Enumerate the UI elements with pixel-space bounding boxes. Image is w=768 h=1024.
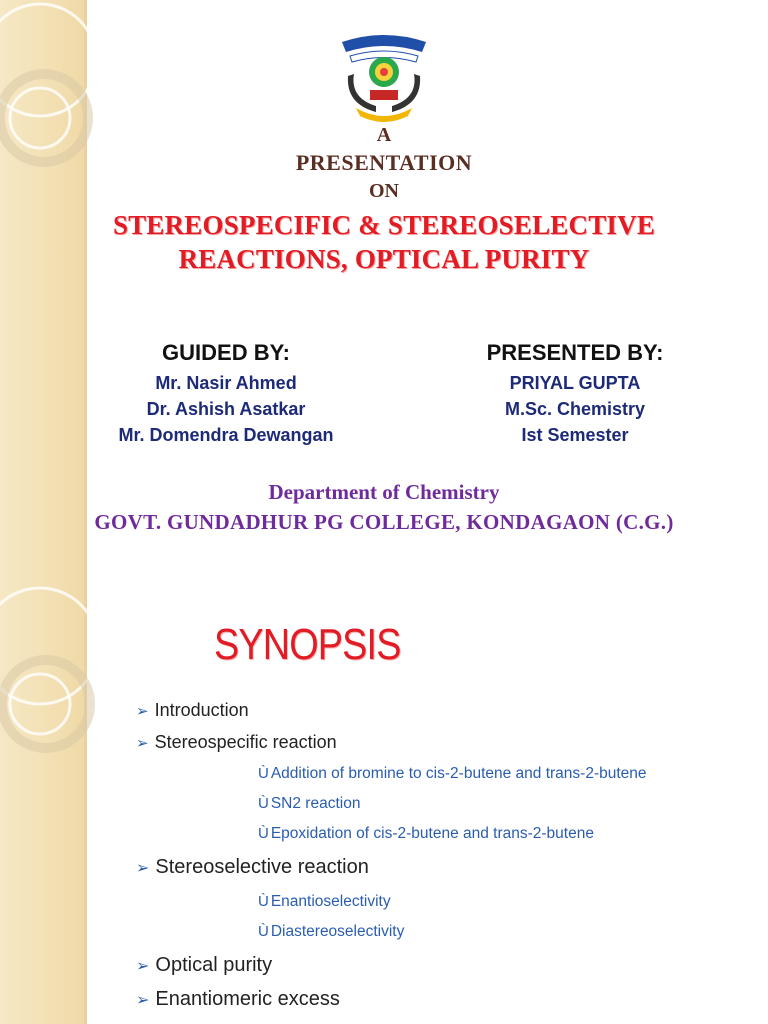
- arrow-bullet-icon: ➢: [136, 957, 150, 975]
- subitem-label: Enantioselectivity: [270, 893, 391, 910]
- presenter-line: PRIYAL GUPTA: [509, 373, 641, 393]
- arrow-bullet-icon: ➢: [136, 859, 150, 877]
- synopsis-bullet-introduction: [136, 700, 249, 721]
- sub-bullet-marker: Ù: [258, 923, 269, 940]
- sub-bullet-marker: Ù: [258, 893, 269, 910]
- presenter-line: Ist Semester: [521, 425, 629, 445]
- subitem-label: SN2 reaction: [270, 795, 361, 812]
- presented-by-heading: PRESENTED BY:: [486, 340, 664, 365]
- bullet-label: Stereospecific reaction: [154, 732, 337, 752]
- guided-by-heading: GUIDED BY:: [162, 340, 290, 365]
- presentation-title-line1: STEREOSPECIFIC & STEREOSELECTIVE: [112, 210, 656, 240]
- arrow-bullet-icon: ➢: [136, 991, 150, 1009]
- presentation-title-line2: REACTIONS, OPTICAL PURITY: [178, 244, 590, 274]
- synopsis-bullet-optical-purity: [136, 954, 272, 977]
- synopsis-title: SYNOPSIS: [214, 620, 401, 669]
- presenter-line: M.Sc. Chemistry: [504, 399, 646, 419]
- sub-bullet-marker: Ù: [258, 795, 269, 812]
- college-name: GOVT. GUNDADHUR PG COLLEGE, KONDAGAON (C.G.): [94, 510, 674, 534]
- bullet-label: Introduction: [154, 700, 249, 720]
- subitem-label: Addition of bromine to cis-2-butene and trans-2-butene: [270, 765, 647, 782]
- bullet-label: Enantiomeric excess: [155, 988, 340, 1010]
- synopsis-subitem: [258, 795, 360, 813]
- intro-line-on: ON: [369, 180, 399, 202]
- guide-name: Mr. Nasir Ahmed: [155, 373, 297, 393]
- department-name: Department of Chemistry: [268, 480, 500, 504]
- guided-by-block: [84, 340, 368, 448]
- synopsis-slide: [0, 576, 768, 1024]
- synopsis-subitem: [258, 893, 391, 911]
- intro-line-presentation: PRESENTATION: [295, 150, 473, 175]
- arrow-bullet-icon: ➢: [136, 734, 149, 752]
- guide-name: Mr. Domendra Dewangan: [118, 425, 334, 445]
- bullet-label: Optical purity: [155, 954, 273, 976]
- college-emblem-icon: [336, 28, 432, 124]
- decorative-circles-icon: [0, 576, 140, 1024]
- synopsis-bullet-stereoselective: [136, 856, 369, 879]
- subitem-label: Diastereoselectivity: [270, 923, 405, 940]
- sub-bullet-marker: Ù: [258, 825, 269, 842]
- arrow-bullet-icon: ➢: [136, 702, 149, 720]
- synopsis-subitem: [258, 765, 647, 783]
- synopsis-subitem: [258, 923, 404, 941]
- intro-line-a: A: [376, 124, 392, 146]
- sub-bullet-marker: Ù: [258, 765, 269, 782]
- presented-by-block: [430, 340, 720, 448]
- subitem-label: Epoxidation of cis-2-butene and trans-2-butene: [270, 825, 594, 842]
- guide-name: Dr. Ashish Asatkar: [146, 399, 306, 419]
- synopsis-bullet-enantiomeric-excess: [136, 988, 340, 1011]
- synopsis-subitem: [258, 825, 594, 843]
- synopsis-bullet-stereospecific: [136, 732, 337, 753]
- bullet-label: Stereoselective reaction: [155, 856, 369, 878]
